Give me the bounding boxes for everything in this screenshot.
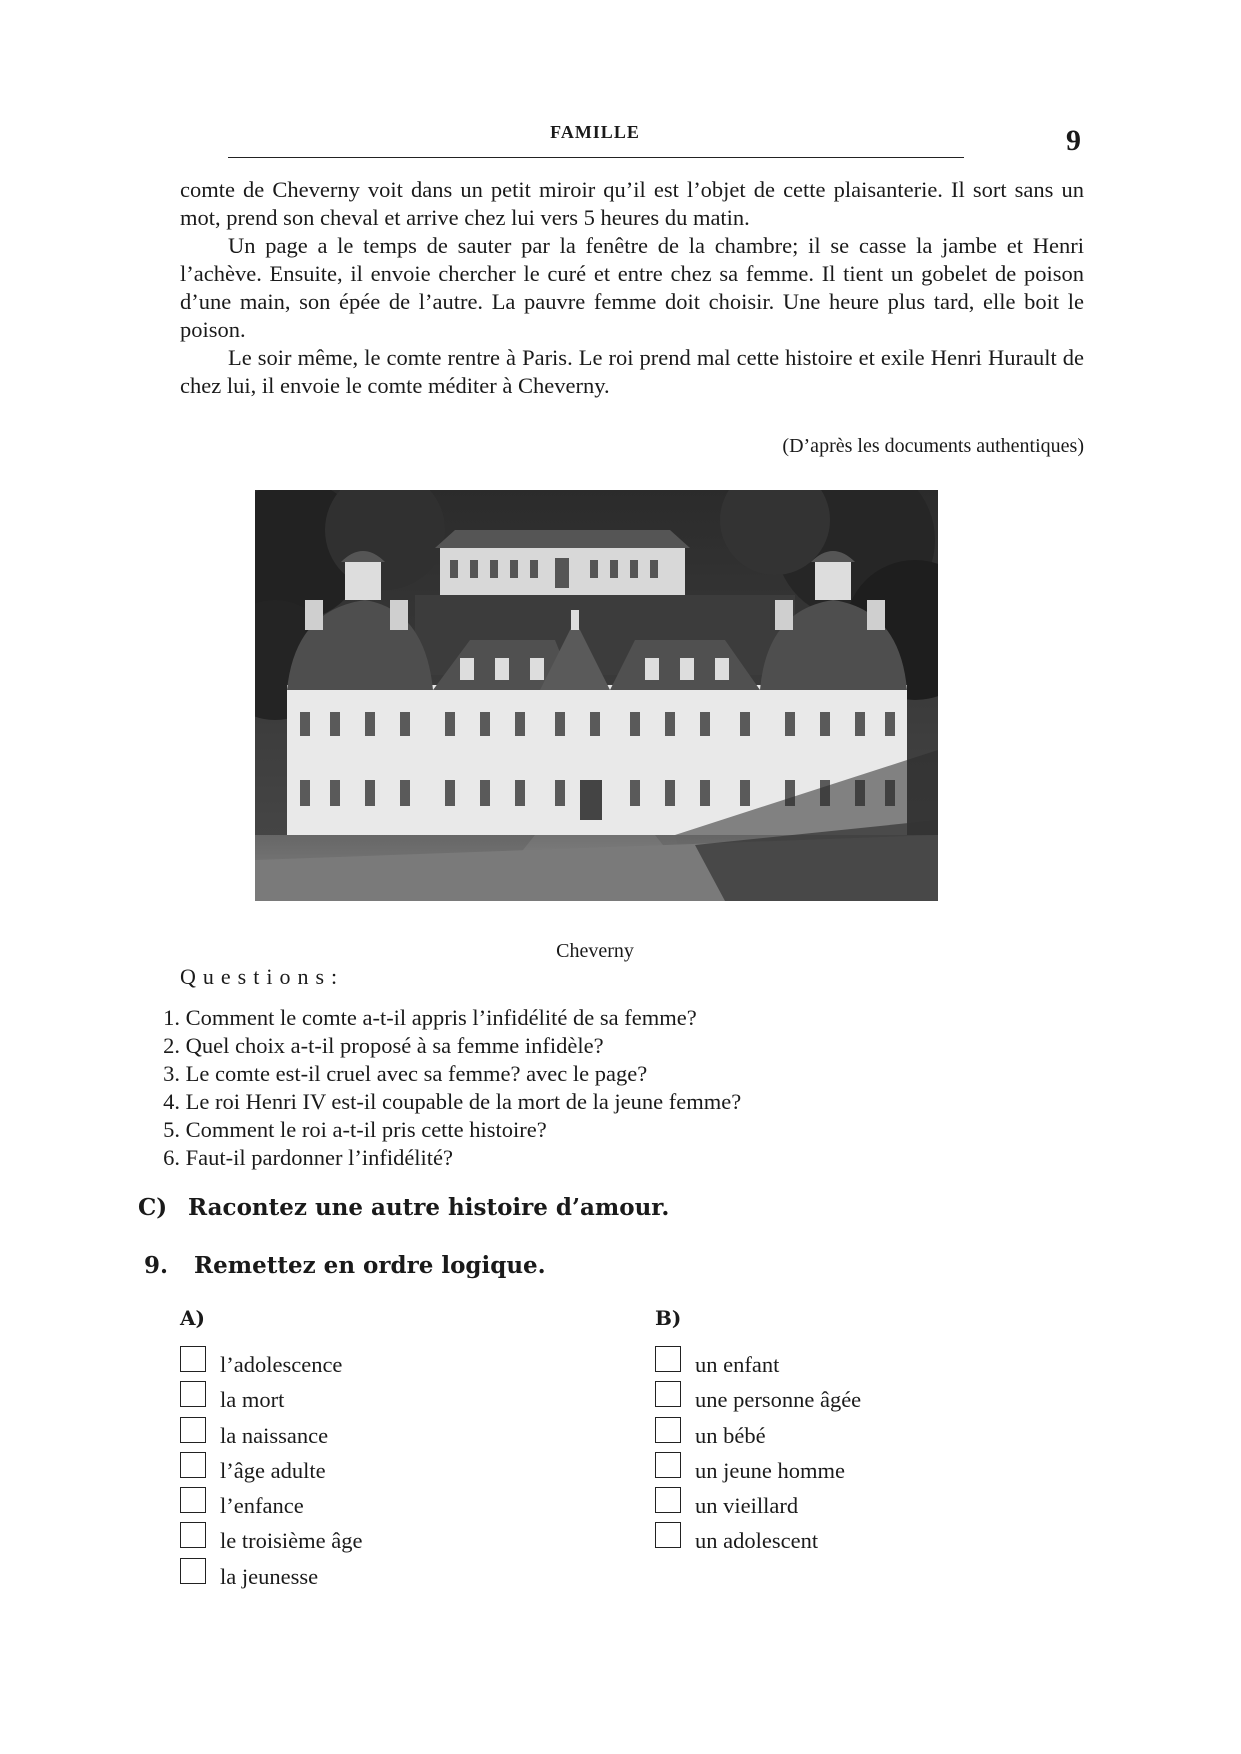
order-checkbox[interactable]	[655, 1381, 681, 1407]
list-item	[140, 1088, 741, 1116]
chateau-photo	[255, 490, 938, 901]
question-number: 5.	[163, 1117, 180, 1142]
question-text: Le comte est-il cruel avec sa femme? avec le page?	[185, 1061, 648, 1086]
photo-caption: Cheverny	[556, 940, 634, 962]
order-checkbox[interactable]	[655, 1417, 681, 1443]
exercise-9-label: 9.	[144, 1252, 169, 1279]
list-item	[180, 1454, 362, 1489]
order-checkbox[interactable]	[180, 1346, 206, 1372]
exercise-9-text: Remettez en ordre logique.	[194, 1252, 546, 1279]
column-a-list	[180, 1348, 362, 1595]
list-item	[180, 1560, 362, 1595]
questions-heading: Questions:	[180, 964, 345, 989]
question-text: Comment le comte a-t-il appris l’infidélité de sa femme?	[185, 1005, 697, 1030]
question-number: 2.	[163, 1033, 180, 1058]
list-item	[655, 1348, 861, 1383]
item-label: la mort	[220, 1387, 285, 1413]
item-label: le troisième âge	[220, 1528, 363, 1554]
question-list	[140, 1004, 741, 1172]
item-label: l’âge adulte	[220, 1457, 326, 1483]
column-a-label: A)	[180, 1306, 205, 1330]
order-checkbox[interactable]	[655, 1487, 681, 1513]
order-checkbox[interactable]	[655, 1452, 681, 1478]
order-checkbox[interactable]	[655, 1346, 681, 1372]
item-label: un adolescent	[695, 1528, 819, 1554]
list-item	[180, 1383, 362, 1418]
page-number: 9	[1066, 124, 1081, 157]
source-citation: (D’après les documents authentiques)	[782, 435, 1084, 457]
list-item	[140, 1144, 741, 1172]
column-b-label: B)	[655, 1306, 682, 1330]
section-c-text: Racontez une autre histoire d’amour.	[188, 1194, 670, 1221]
item-label: la naissance	[220, 1422, 329, 1448]
section-c-label: C)	[138, 1194, 168, 1221]
question-text: Faut-il pardonner l’infidélité?	[185, 1145, 454, 1170]
order-checkbox[interactable]	[180, 1452, 206, 1478]
paragraph: Le soir même, le comte rentre à Paris. Le roi prend mal cette histoire et exile Henri Hurault de chez lui, il envoie le comte méditer à Cheverny.	[180, 345, 1084, 398]
item-label: l’enfance	[220, 1493, 304, 1519]
list-item	[655, 1454, 861, 1489]
list-item	[655, 1524, 861, 1559]
list-item	[140, 1060, 741, 1088]
item-label: une personne âgée	[695, 1387, 862, 1413]
paragraph: comte de Cheverny voit dans un petit miroir qu’il est l’objet de cette plaisanterie. Il sort sans un mot, prend son cheval et arrive chez lui vers 5 heures du matin.	[180, 177, 1084, 230]
list-item	[140, 1004, 741, 1032]
item-label: un vieillard	[695, 1493, 799, 1519]
item-label: l’adolescence	[220, 1352, 343, 1377]
running-header: FAMILLE	[550, 122, 640, 142]
order-checkbox[interactable]	[180, 1487, 206, 1513]
exercise-9-heading	[144, 1252, 546, 1279]
order-checkbox[interactable]	[180, 1381, 206, 1407]
list-item	[180, 1348, 362, 1383]
header-rule	[228, 157, 964, 158]
order-checkbox[interactable]	[180, 1417, 206, 1443]
order-checkbox[interactable]	[180, 1558, 206, 1584]
list-item	[180, 1524, 362, 1559]
item-label: un enfant	[695, 1352, 780, 1377]
question-text: Quel choix a-t-il proposé à sa femme infidèle?	[185, 1033, 604, 1058]
section-c-heading	[138, 1194, 669, 1221]
question-number: 4.	[163, 1089, 180, 1114]
list-item	[655, 1383, 861, 1418]
order-checkbox[interactable]	[180, 1522, 206, 1548]
paragraph: Un page a le temps de sauter par la fenêtre de la chambre; il se casse la jambe et Henri l’achève. Ensuite, il envoie chercher le curé et entre chez sa femme. Il tient un gobelet de poison d’une main, son épée de l’autre. La pauvre femme doit choisir. Une heure plus tard, elle boit le poison.	[180, 233, 1084, 342]
story-text	[180, 176, 1084, 400]
list-item	[180, 1489, 362, 1524]
item-label: la jeunesse	[220, 1563, 319, 1589]
list-item	[655, 1419, 861, 1454]
item-label: un jeune homme	[695, 1457, 845, 1483]
item-label: un bébé	[695, 1422, 766, 1448]
question-text: Comment le roi a-t-il pris cette histoire?	[185, 1117, 547, 1142]
list-item	[140, 1032, 741, 1060]
column-b-list	[655, 1348, 861, 1560]
question-number: 1.	[163, 1005, 180, 1030]
list-item	[140, 1116, 741, 1144]
list-item	[655, 1489, 861, 1524]
question-text: Le roi Henri IV est-il coupable de la mort de la jeune femme?	[185, 1089, 742, 1114]
list-item	[180, 1419, 362, 1454]
question-number: 3.	[163, 1061, 180, 1086]
order-checkbox[interactable]	[655, 1522, 681, 1548]
question-number: 6.	[163, 1145, 180, 1170]
